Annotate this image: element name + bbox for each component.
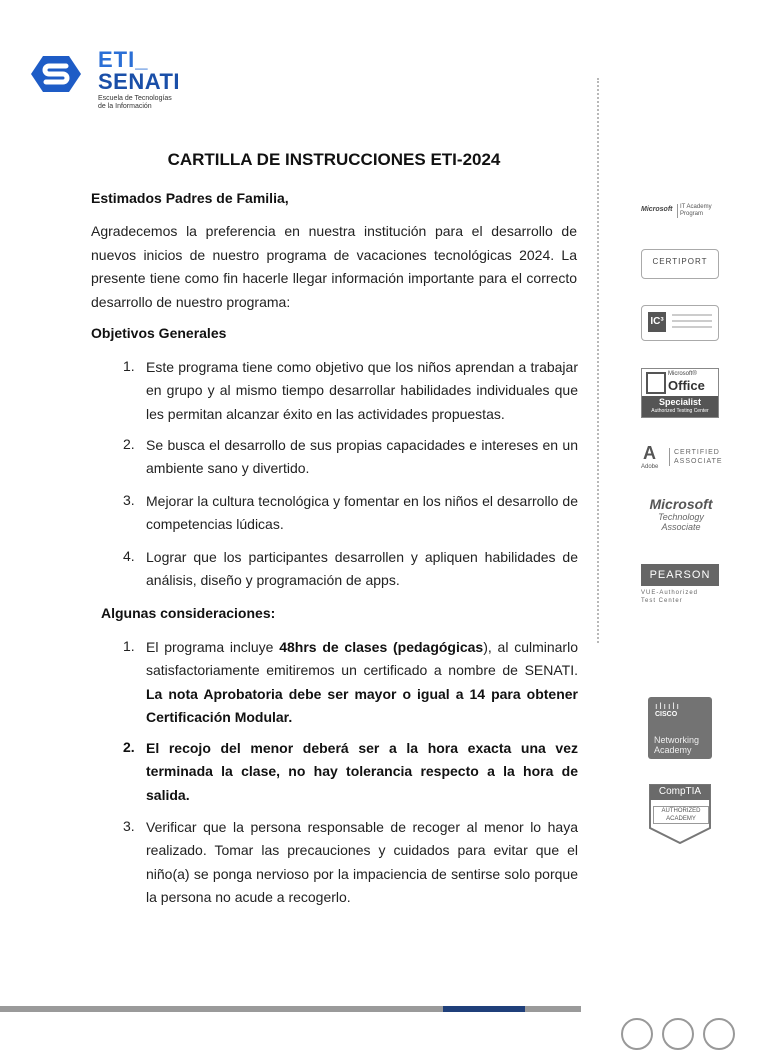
consideration-item: Verificar que la persona responsable de recoger al menor lo haya realizado. Tomar las precauciones y cuidados para evitar que el niño(a) se ponga nervioso por la impaciencia de sentirse solo porque la persona no acude a recogerlo.	[146, 819, 578, 905]
comptia-authorized	[653, 806, 709, 824]
comptia-academy-line: ACADEMY	[666, 816, 696, 822]
intro-paragraph: Agradecemos la preferencia en nuestra institución para el desarrollo de nuevos inicios de nuestro programa de vacaciones tecnológicas 2024. La presente tiene como fin hacerle llegar información importante para el correcto desarrollo de nuestro programa:	[91, 223, 577, 310]
consideration-text: ), al culminarlo satisfactoriamente emitiremos un certificado a nombre de SENATI.	[146, 639, 578, 679]
adobe-icon: A	[643, 443, 656, 463]
logo-subtitle-line2: de la Información	[98, 103, 152, 110]
office-specialist-band	[642, 396, 718, 417]
objective-item: Este programa tiene como objetivo que los niños aprendan a trabajar en grupo y al mismo tiempo desarrollar habilidades individuales que les permitan alcanzar éxito en las actividades propuestas.	[146, 359, 578, 422]
list-number: 2.	[123, 739, 135, 755]
mta-assoc: Associate	[661, 522, 701, 532]
ms-it-academy-logo	[641, 200, 721, 226]
consideration-item: El recojo del menor deberá ser a la hora exacta una vez terminada la clase, no hay tolerancia respecto a la hora de salida.	[146, 740, 578, 803]
document-title: CARTILLA DE INSTRUCCIONES ETI-2024	[167, 150, 501, 169]
social-circle-icon	[703, 1018, 735, 1050]
senati-emblem-icon	[30, 54, 82, 94]
cisco-academy-line: Academy	[654, 745, 692, 755]
sidebar-divider	[597, 78, 599, 643]
consideration-item	[146, 636, 578, 729]
logo-subtitle	[98, 95, 208, 111]
adobe-certified-logo	[641, 444, 721, 472]
certiport-text: CERTIPORT	[652, 257, 708, 266]
ms-it-academy-text: IT Academy Program	[677, 204, 724, 218]
consideration-text: El programa incluye	[146, 639, 280, 655]
comptia-academy-logo	[649, 784, 711, 844]
adobe-associate-line: ASSOCIATE	[674, 458, 723, 465]
office-text: Office	[668, 378, 705, 393]
objective-item: Mejorar la cultura tecnológica y fomentar en los niños el desarrollo de competencias lúdicas.	[146, 493, 578, 533]
ic3-logo	[641, 305, 719, 341]
social-circle-icon	[662, 1018, 694, 1050]
office-atc-text: Authorized Testing Center	[651, 408, 709, 414]
office-icon	[646, 372, 666, 394]
pearson-vue-logo	[641, 564, 719, 608]
office-specialist-logo	[641, 368, 719, 418]
pearson-vue-text: VUE-Authorized	[641, 590, 699, 596]
list-number: 1.	[123, 638, 135, 654]
adobe-certified-line: CERTIFIED	[674, 449, 720, 456]
logo-subtitle-line1: Escuela de Tecnologías	[98, 95, 172, 102]
cisco-bars-icon: ılıılı	[655, 701, 682, 711]
list-number: 4.	[123, 548, 135, 564]
objective-item: Se busca el desarrollo de sus propias capacidades e intereses en un ambiente sano y divertido.	[146, 437, 578, 477]
ic3-line	[672, 326, 712, 328]
mta-tech: Technology	[658, 512, 704, 522]
cisco-text: CISCO	[655, 711, 678, 718]
considerations-heading: Algunas consideraciones:	[101, 605, 276, 621]
adobe-text: Adobe	[641, 464, 659, 470]
office-specialist-text: Specialist	[658, 397, 702, 407]
comptia-text: CompTIA	[658, 786, 702, 797]
salutation: Estimados Padres de Familia,	[91, 190, 289, 206]
adobe-certified-text	[669, 448, 723, 466]
pearson-band: PEARSON	[641, 564, 719, 586]
office-ms-text: Microsoft®	[668, 371, 697, 377]
pearson-test-text: Test Center	[641, 598, 683, 604]
logo-eti: ETI_	[98, 47, 149, 72]
consideration-bold-grade: La nota Aprobatoria debe ser mayor o igual a 14 para obtener Certificación Modular.	[146, 685, 578, 725]
logo-senati: SENATI	[98, 69, 181, 94]
ic3-line	[672, 314, 712, 316]
comptia-authorized-line: AUTHORIZED	[661, 808, 701, 814]
objectives-heading: Objetivos Generales	[91, 325, 227, 341]
consideration-bold-hours: 48hrs de clases (pedagógicas	[279, 639, 484, 655]
mta-logo	[641, 496, 721, 540]
objective-item: Lograr que los participantes desarrollen y apliquen habilidades de análisis, diseño y programación de apps.	[146, 549, 578, 589]
list-number: 3.	[123, 818, 135, 834]
list-number: 3.	[123, 492, 135, 508]
list-number: 2.	[123, 436, 135, 452]
certiport-logo	[641, 249, 719, 279]
list-number: 1.	[123, 358, 135, 374]
footer-bar-accent	[443, 1006, 525, 1012]
cisco-academy-logo	[648, 697, 712, 759]
ms-it-academy-brand: Microsoft	[641, 206, 673, 213]
cisco-networking-line: Networking	[654, 735, 700, 745]
mta-brand: Microsoft	[649, 496, 713, 512]
cisco-networking	[654, 735, 699, 755]
eti-senati-logo	[30, 47, 200, 116]
ic3-line	[672, 320, 712, 322]
ic3-text: IC³	[648, 312, 666, 332]
social-circle-icon	[621, 1018, 653, 1050]
